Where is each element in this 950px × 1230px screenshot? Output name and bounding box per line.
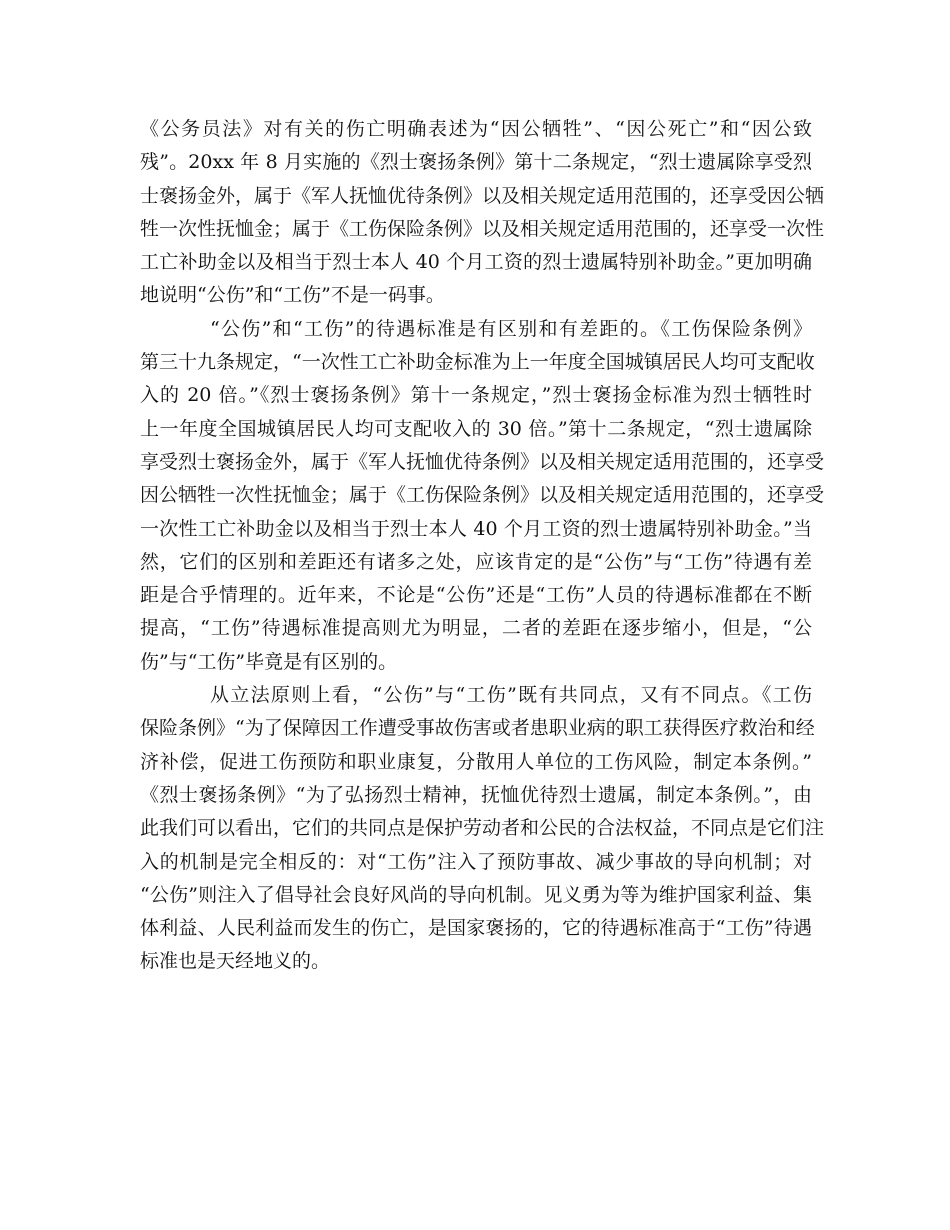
paragraph-line: 此我们可以看出，它们的共同点是保护劳动者和公民的合法权益，不同点是它们注 <box>140 817 825 840</box>
paragraph-line: 第三十九条规定，“一次性工亡补助金标准为上一年度全国城镇居民人均可支配收 <box>140 351 815 374</box>
paragraph-1 <box>140 113 825 313</box>
paragraph-line: 入的机制是完全相反的：对“工伤”注入了预防事故、减少事故的导向机制；对 <box>140 850 812 873</box>
paragraph-line: 牲一次性抚恤金；属于《工伤保险条例》以及相关规定适用范围的，还享受一次性 <box>140 217 825 240</box>
paragraph-line: 从立法原则上看，“公伤”与“工伤”既有共同点，又有不同点。《工伤 <box>210 684 812 707</box>
paragraph-line: 《烈士褒扬条例》“为了弘扬烈士精神，抚恤优待烈士遗属，制定本条例。”，由 <box>140 783 812 806</box>
paragraph-line: 《公务员法》对有关的伤亡明确表述为“因公牺牲”、“因公死亡”和“因公致 <box>140 118 812 140</box>
paragraph-line: 保险条例》“为了保障因工作遭受事故伤害或者患职业病的职工获得医疗救治和经 <box>140 717 815 740</box>
paragraph-line: “公伤”则注入了倡导社会良好风尚的导向机制。见义勇为等为维护国家利益、集 <box>140 883 812 906</box>
paragraph-line: 济补偿，促进工伤预防和职业康复，分散用人单位的工伤风险，制定本条例。” <box>140 750 812 773</box>
paragraph-line: 因公牺牲一次性抚恤金；属于《工伤保险条例》以及相关规定适用范围的，还享受 <box>140 484 825 507</box>
paragraph-line: 工亡补助金以及相当于烈士本人 40 个月工资的烈士遗属特别补助金。”更加明确 <box>140 251 812 274</box>
paragraph-line: 一次性工亡补助金以及相当于烈士本人 40 个月工资的烈士遗属特别补助金。”当 <box>140 517 812 540</box>
paragraph-line: 上一年度全国城镇居民人均可支配收入的 30 倍。”第十二条规定，“烈士遗属除 <box>140 417 812 440</box>
document-body <box>140 113 825 979</box>
paragraph-line: 距是合乎情理的。近年来，不论是“公伤”还是“工伤”人员的待遇标准都在不断 <box>140 584 812 607</box>
paragraph-line: 享受烈士褒扬金外，属于《军人抚恤优待条例》以及相关规定适用范围的，还享受 <box>140 450 825 473</box>
paragraph-line: 标准也是天经地义的。 <box>140 950 331 973</box>
paragraph-line: “公伤”和“工伤”的待遇标准是有区别和有差距的。《工伤保险条例》 <box>210 317 812 340</box>
paragraph-3 <box>140 679 825 979</box>
paragraph-line: 体利益、人民利益而发生的伤亡，是国家褒扬的，它的待遇标准高于“工伤”待遇 <box>140 917 812 940</box>
paragraph-line: 地说明“公伤”和“工伤”不是一码事。 <box>140 284 445 307</box>
paragraph-line: 然，它们的区别和差距还有诸多之处，应该肯定的是“公伤”与“工伤”待遇有差 <box>140 550 812 573</box>
paragraph-line: 士褒扬金外，属于《军人抚恤优待条例》以及相关规定适用范围的，还享受因公牺 <box>140 184 825 207</box>
paragraph-line: 入的 20 倍。”《烈士褒扬条例》第十一条规定，”烈士褒扬金标准为烈士牺牲时 <box>140 384 812 407</box>
paragraph-line: 伤”与“工伤”毕竟是有区别的。 <box>140 650 398 673</box>
paragraph-line: 提高，“工伤”待遇标准提高则尤为明显，二者的差距在逐步缩小，但是，“公 <box>140 617 812 640</box>
paragraph-2 <box>140 313 825 679</box>
paragraph-line: 残”。20xx 年 8 月实施的《烈士褒扬条例》第十二条规定，“烈士遗属除享受烈 <box>140 151 812 174</box>
